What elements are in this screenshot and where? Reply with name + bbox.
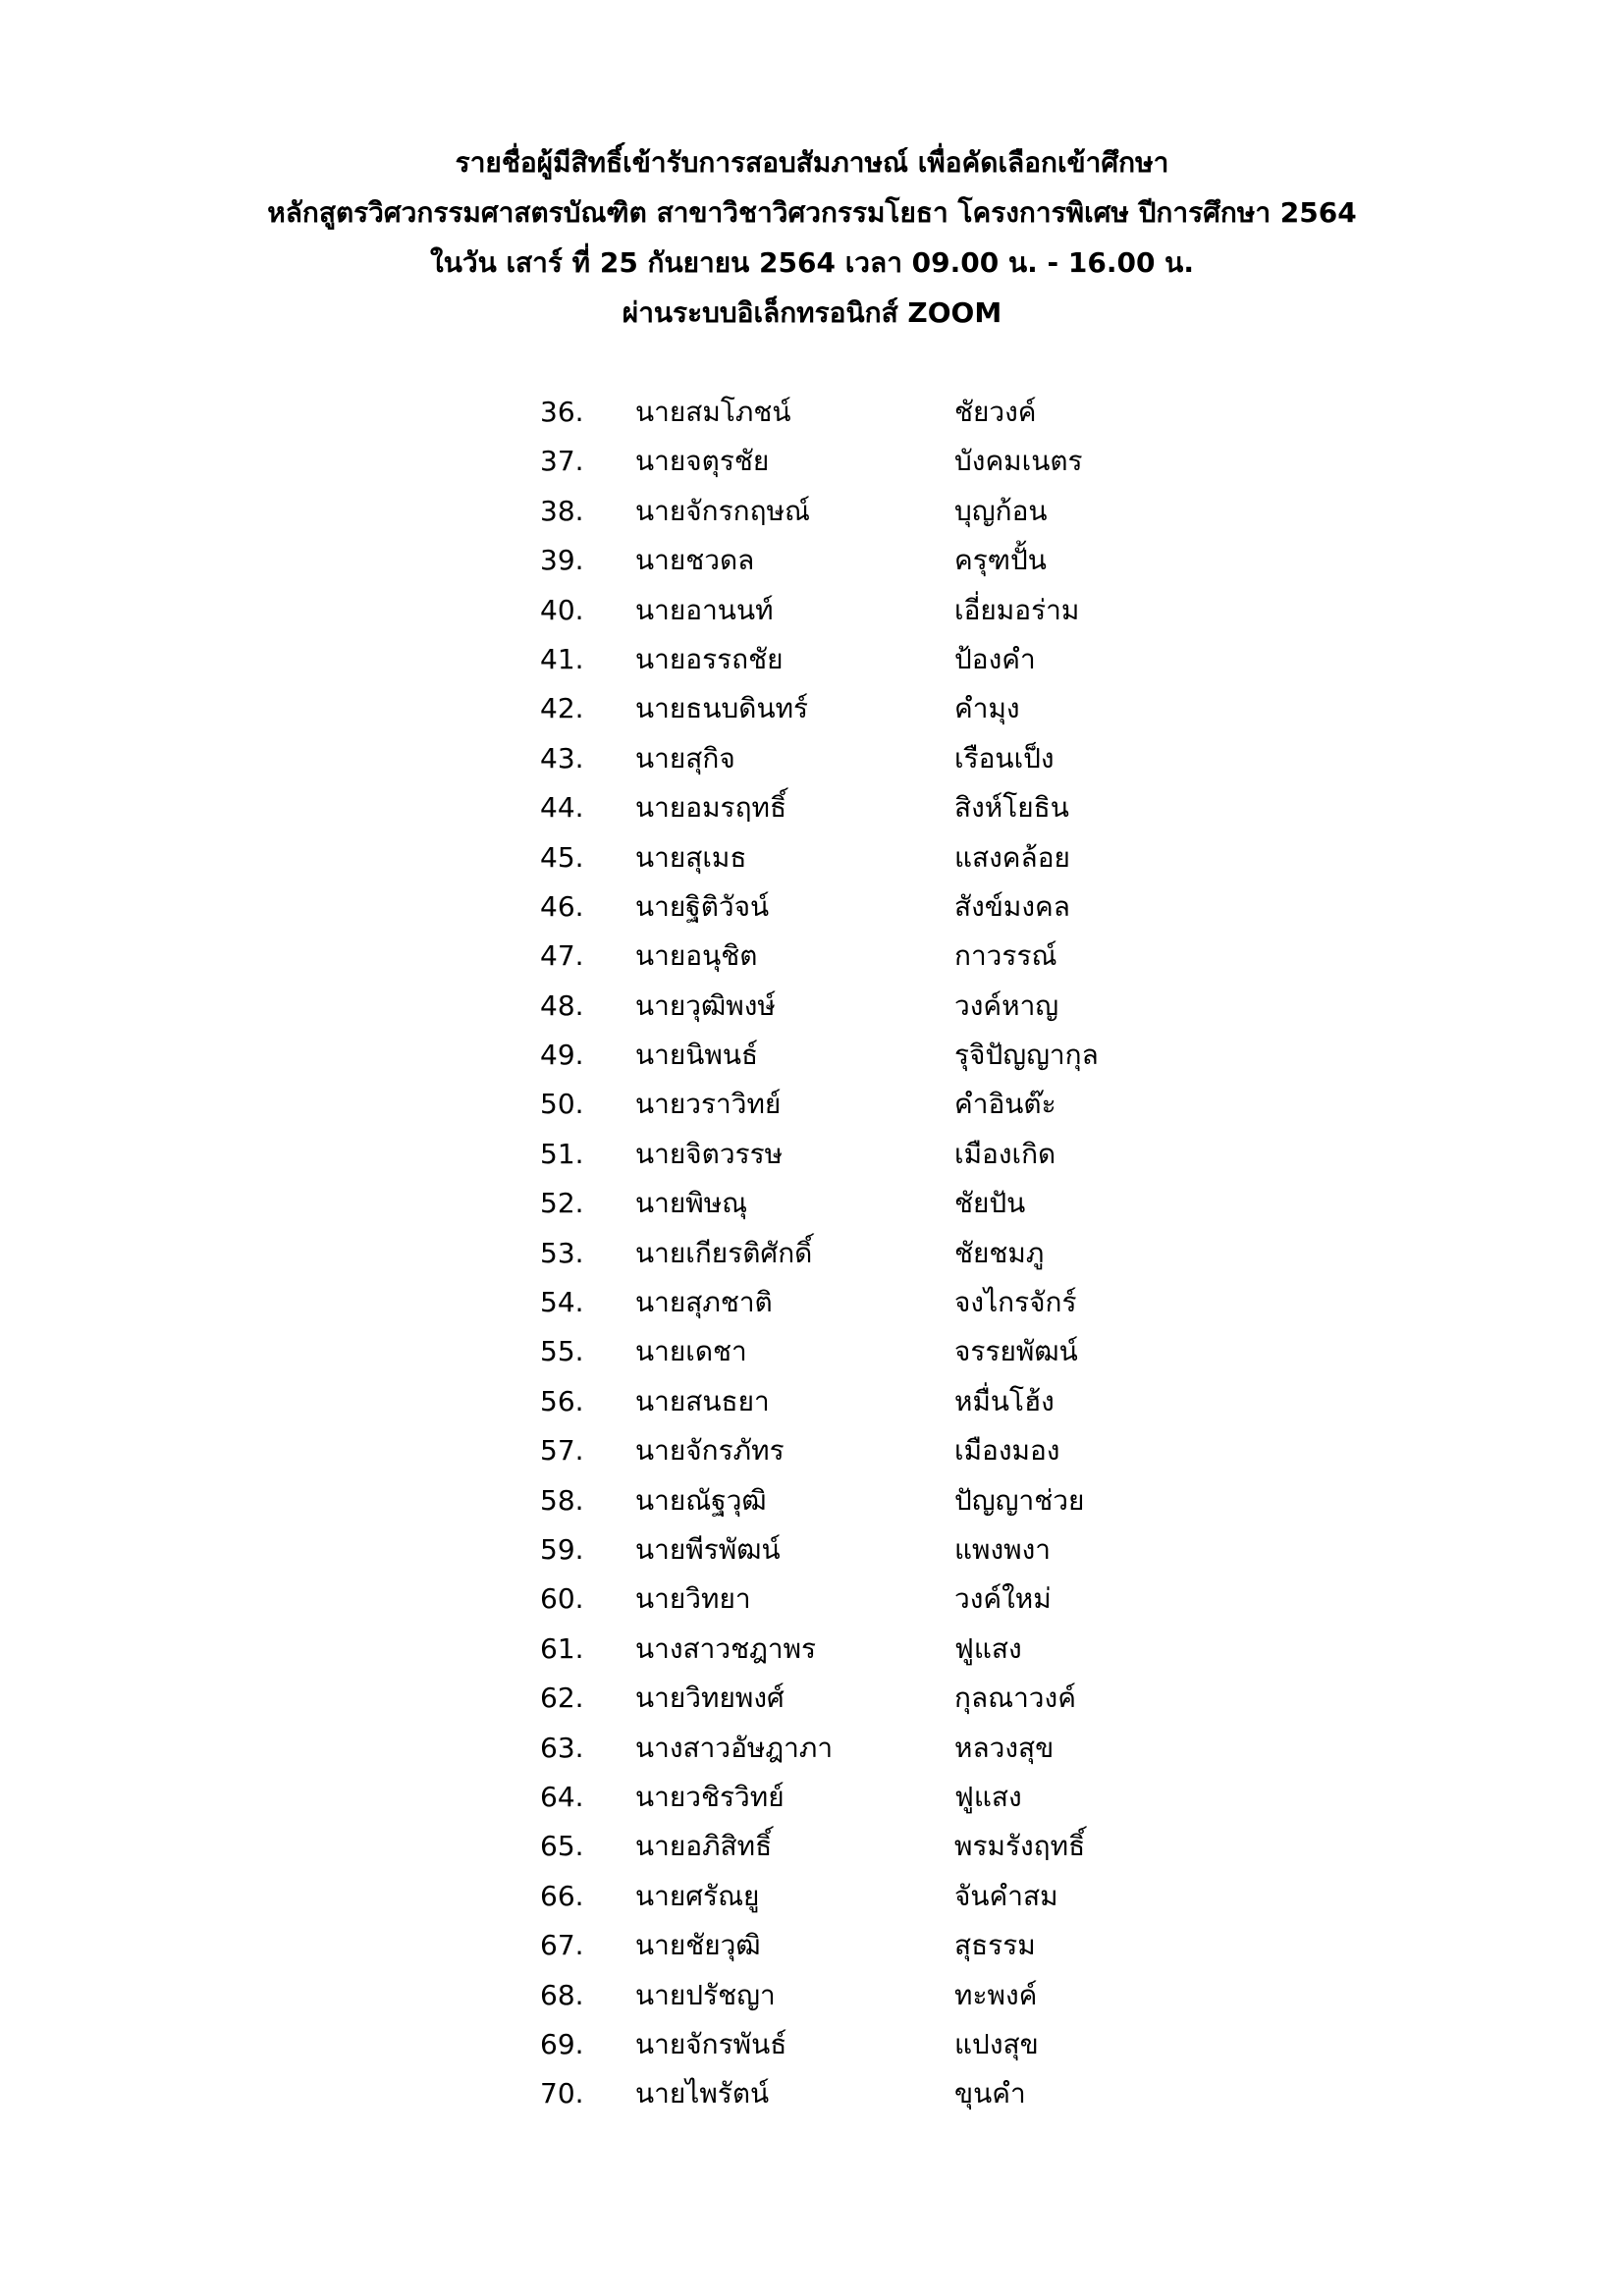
item-number: 59. [540,1532,584,1566]
list-item [540,833,1326,882]
item-last-name: เมืองเกิด [954,1137,1056,1170]
item-number: 57. [540,1434,584,1468]
item-number: 58. [540,1483,584,1517]
item-last-name: แปงสุข [954,2027,1039,2060]
list-item [540,1921,1326,1970]
item-first-name: นายฐิติวัจน์ [635,889,770,923]
item-last-name: จรรยพัฒน์ [954,1335,1078,1368]
item-first-name: นายวิทยา [635,1582,751,1616]
item-last-name: ฟูแสง [954,1780,1022,1813]
item-first-name: นางสาวอัษฎาภา [635,1731,834,1764]
item-last-name: เรือนเป็ง [954,741,1055,774]
item-number: 53. [540,1236,584,1269]
header-program: หลักสูตรวิศวกรรมศาสตรบัณฑิต สาขาวิชาวิศวกรรมโยธา โครงการพิเศษ ปีการศึกษา 2564 [267,196,1357,229]
item-first-name: นายวราวิทย์ [635,1088,782,1121]
item-number: 44. [540,791,584,825]
item-first-name: นายสนธยา [635,1384,770,1417]
list-item [540,1179,1326,1228]
list-item [540,1327,1326,1376]
item-first-name: นายธนบดินทร์ [635,692,809,725]
item-last-name: คำมุง [954,692,1020,725]
item-last-name: ชัยวงค์ [954,396,1037,428]
item-first-name: นางสาวชฎาพร [635,1631,817,1665]
item-first-name: นายวชิรวิทย์ [635,1780,785,1813]
list-item [540,734,1326,783]
item-last-name: พรมรังฤทธิ์ [954,1830,1086,1863]
item-number: 41. [540,642,584,675]
item-number: 37. [540,445,584,478]
header-title: รายชื่อผู้มีสิทธิ์เข้ารับการสอบสัมภาษณ์ เพื่อคัดเลือกเข้าศึกษา [455,146,1169,179]
document-header [0,137,1624,338]
list-item [540,1130,1326,1179]
list-item [540,1872,1326,1921]
item-last-name: ขุนคำ [954,2077,1026,2110]
list-item [540,2020,1326,2069]
item-last-name: ปัญญาช่วย [954,1483,1085,1517]
item-number: 66. [540,1879,584,1912]
item-number: 46. [540,889,584,923]
item-first-name: นายชวดล [635,544,755,577]
item-number: 43. [540,741,584,774]
item-first-name: นายจักรภัทร [635,1434,785,1468]
item-last-name: ชัยปัน [954,1187,1026,1220]
item-first-name: นายจักรกฤษณ์ [635,494,811,527]
item-first-name: นายปรัชญา [635,1978,776,2011]
list-item [540,1377,1326,1426]
item-first-name: นายอภิสิทธิ์ [635,1830,773,1863]
item-first-name: นายจตุรชัย [635,445,770,478]
item-first-name: นายจิตวรรษ [635,1137,784,1170]
item-number: 62. [540,1682,584,1715]
item-first-name: นายเดชา [635,1335,747,1368]
item-last-name: ชัยชมภู [954,1236,1045,1269]
item-number: 38. [540,494,584,527]
item-number: 54. [540,1286,584,1319]
list-item [540,586,1326,635]
item-first-name: นายอานนท์ [635,593,774,626]
item-last-name: วงค์ใหม่ [954,1582,1052,1616]
item-first-name: นายนิพนธ์ [635,1039,759,1072]
list-item [540,982,1326,1031]
item-number: 61. [540,1631,584,1665]
list-item [540,487,1326,536]
item-last-name: หลวงสุข [954,1731,1055,1764]
item-number: 56. [540,1384,584,1417]
item-last-name: แสงคล้อย [954,840,1070,874]
item-first-name: นายสุเมธ [635,840,747,874]
item-last-name: ป้องคำ [954,642,1036,675]
item-number: 47. [540,939,584,973]
item-last-name: กาวรรณ์ [954,939,1057,973]
item-number: 60. [540,1582,584,1616]
list-item [540,1674,1326,1723]
item-number: 52. [540,1187,584,1220]
item-number: 65. [540,1830,584,1863]
list-item [540,1426,1326,1475]
list-item [540,1278,1326,1327]
list-item [540,1229,1326,1278]
item-first-name: นายสุภชาติ [635,1286,773,1319]
item-first-name: นายอรรถชัย [635,642,784,675]
item-last-name: กุลณาวงค์ [954,1682,1076,1715]
candidate-list [540,388,1326,2119]
list-item [540,1724,1326,1773]
item-number: 51. [540,1137,584,1170]
list-item [540,388,1326,437]
item-first-name: นายอมรฤทธิ์ [635,791,787,825]
item-first-name: นายวิทยพงศ์ [635,1682,785,1715]
item-last-name: ฟูแสง [954,1631,1022,1665]
header-platform: ผ่านระบบอิเล็กทรอนิกส์ ZOOM [622,296,1002,329]
list-item [540,1575,1326,1624]
item-last-name: สุธรรม [954,1929,1036,1962]
list-item [540,1080,1326,1129]
list-item [540,1525,1326,1575]
item-first-name: นายไพรัตน์ [635,2077,770,2110]
item-first-name: นายศรัณยู [635,1879,760,1912]
item-last-name: วงค์หาญ [954,988,1059,1022]
item-number: 39. [540,544,584,577]
item-last-name: บังคมเนตร [954,445,1083,478]
item-number: 64. [540,1780,584,1813]
item-last-name: สิงห์โยธิน [954,791,1069,825]
header-date-time: ในวัน เสาร์ ที่ 25 กันยายน 2564 เวลา 09.00 น. - 16.00 น. [430,246,1194,279]
item-number: 69. [540,2027,584,2060]
item-last-name: รุจิปัญญากุล [954,1039,1099,1072]
item-first-name: นายณัฐวุฒิ [635,1483,767,1517]
list-item [540,1031,1326,1080]
item-last-name: หมื่นโฮ้ง [954,1384,1055,1417]
item-number: 45. [540,840,584,874]
list-item [540,1971,1326,2020]
item-first-name: นายพิษณุ [635,1187,748,1220]
item-last-name: จันคำสม [954,1879,1058,1912]
list-item [540,437,1326,486]
item-first-name: นายสุกิจ [635,741,735,774]
item-first-name: นายชัยวุฒิ [635,1929,761,1962]
item-first-name: นายพีรพัฒน์ [635,1532,781,1566]
item-last-name: ครุฑปั้น [954,544,1047,577]
item-first-name: นายจักรพันธ์ [635,2027,787,2060]
list-item [540,1822,1326,1871]
item-number: 68. [540,1978,584,2011]
list-item [540,536,1326,585]
item-last-name: เอี่ยมอร่าม [954,593,1080,626]
item-first-name: นายเกียรติศักดิ์ [635,1236,813,1269]
item-first-name: นายวุฒิพงษ์ [635,988,776,1022]
item-number: 55. [540,1335,584,1368]
list-item [540,1476,1326,1525]
item-number: 49. [540,1039,584,1072]
item-number: 67. [540,1929,584,1962]
item-number: 63. [540,1731,584,1764]
list-item [540,783,1326,832]
list-item [540,932,1326,981]
list-item [540,1773,1326,1822]
list-item [540,2069,1326,2118]
item-last-name: บุญก้อน [954,494,1048,527]
item-last-name: คำอินต๊ะ [954,1088,1056,1121]
item-number: 40. [540,593,584,626]
item-first-name: นายสมโภชน์ [635,396,791,428]
item-number: 36. [540,396,584,428]
list-item [540,882,1326,932]
list-item [540,684,1326,733]
item-last-name: เมืองมอง [954,1434,1060,1468]
list-item [540,1625,1326,1674]
item-number: 48. [540,988,584,1022]
item-number: 50. [540,1088,584,1121]
item-last-name: แพงพงา [954,1532,1052,1566]
list-item [540,635,1326,684]
item-last-name: สังข์มงคล [954,889,1070,923]
item-number: 42. [540,692,584,725]
item-last-name: ทะพงค์ [954,1978,1038,2011]
item-first-name: นายอนุชิต [635,939,758,973]
item-number: 70. [540,2077,584,2110]
item-last-name: จงไกรจักร์ [954,1286,1077,1319]
